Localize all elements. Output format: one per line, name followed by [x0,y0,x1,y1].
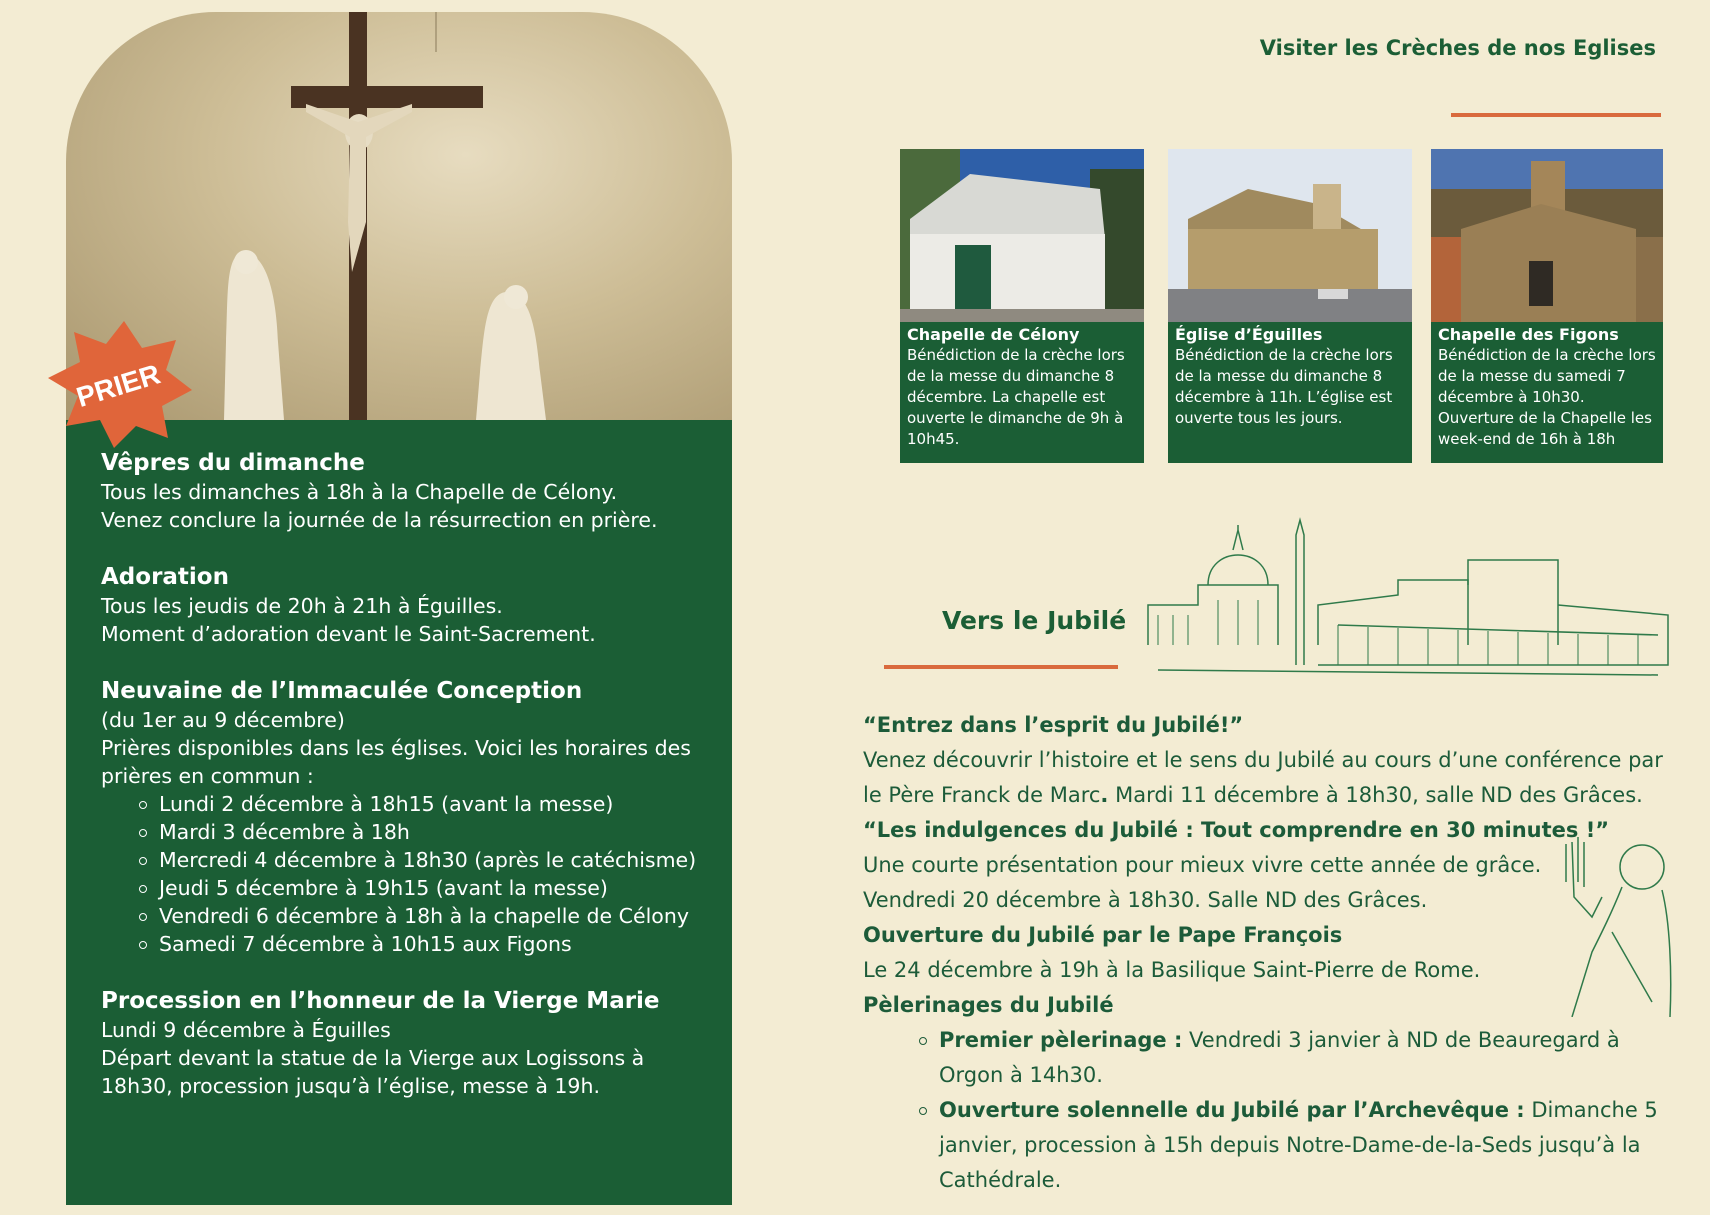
jubile-paragraph: Le 24 décembre à 19h à la Basilique Saint-Pierre de Rome. [863,958,1481,982]
card-title: Chapelle de Célony [907,325,1080,344]
neuvaine-intro: Prières disponibles dans les églises. Voici les horaires des prières en commun : [101,736,691,788]
chapel-photo [900,149,1144,322]
adoration-section [101,562,711,648]
card-title: Église d’Éguilles [1175,325,1323,344]
divider [1451,113,1661,117]
jubile-heading: Pèlerinages du Jubilé [863,993,1114,1017]
vepres-title: Vêpres du dimanche [101,450,365,476]
item-text: Vendredi 3 janvier à ND de Beauregard à Orgon à 14h30. [939,1028,1620,1087]
chapel-photo [1431,149,1663,322]
jubile-quote: “Les indulgences du Jubilé : Tout comprendre en 30 minutes !” [863,818,1610,842]
list-item: Lundi 2 décembre à 18h15 (avant la messe) [159,790,711,818]
prier-badge [44,318,194,448]
church-photo [1168,149,1412,322]
list-item: Mercredi 4 décembre à 18h30 (après le catéchisme) [159,846,711,874]
card-text: Bénédiction de la crèche lors de la messe du dimanche 8 décembre. La chapelle est ouverte le dimanche de 9h à 10h45. [907,346,1125,448]
list-item [939,1093,1683,1198]
jubile-paragraph [863,743,1683,813]
list-item: Vendredi 6 décembre à 18h à la chapelle de Célony [159,902,711,930]
adoration-line: Moment d’adoration devant le Saint-Sacrement. [101,622,596,646]
jubile-title: Vers le Jubilé [942,606,1127,635]
card-title: Chapelle des Figons [1438,325,1619,344]
procession-title: Procession en l’honneur de la Vierge Marie [101,988,660,1014]
jubile-quote: “Entrez dans l’esprit du Jubilé!” [863,713,1244,737]
neuvaine-section [101,676,711,958]
jubile-paragraph: Une courte présentation pour mieux vivre cette année de grâce. [863,853,1542,877]
list-item: Samedi 7 décembre à 10h15 aux Figons [159,930,711,958]
pelerinages-list [863,1023,1683,1198]
procession-line: Lundi 9 décembre à Éguilles [101,1018,391,1042]
vepres-section [101,448,711,534]
jubile-content [863,708,1683,1198]
card-text: Bénédiction de la crèche lors de la messe du samedi 7 décembre à 10h30. Ouverture de la Chapelle les week-end de 16h à 18h [1438,346,1656,448]
prier-badge-label: PRIER [72,358,164,413]
card-celony [900,149,1144,463]
creches-title: Visiter les Crèches de nos Eglises [1259,36,1656,60]
vepres-line: Venez conclure la journée de la résurrection en prière. [101,508,658,532]
list-item: Mardi 3 décembre à 18h [159,818,711,846]
list-item [939,1023,1683,1093]
jubile-paragraph: Vendredi 20 décembre à 18h30. Salle ND des Grâces. [863,888,1428,912]
adoration-title: Adoration [101,564,229,590]
procession-line: Départ devant la statue de la Vierge aux Logissons à 18h30, procession jusqu’à l’église, messe à 19h. [101,1046,645,1098]
prier-panel [66,420,732,1205]
paragraph-dot: . [1100,783,1109,807]
vepres-line: Tous les dimanches à 18h à la Chapelle de Célony. [101,480,618,504]
neuvaine-title: Neuvaine de l’Immaculée Conception [101,678,583,704]
adoration-line: Tous les jeudis de 20h à 21h à Éguilles. [101,594,503,618]
vatican-sketch [1138,515,1678,685]
card-eguilles [1168,149,1412,463]
list-item: Jeudi 5 décembre à 19h15 (avant la messe) [159,874,711,902]
neuvaine-subtitle: (du 1er au 9 décembre) [101,708,345,732]
procession-section [101,986,711,1100]
paragraph-text: Mardi 11 décembre à 18h30, salle ND des Grâces. [1108,783,1643,807]
item-text: Dimanche 5 janvier, procession à 15h depuis Notre-Dame-de-la-Seds jusqu’à la Cathédrale. [939,1098,1658,1192]
neuvaine-list [101,790,711,958]
paragraph-text: Venez découvrir l’histoire et le sens du Jubilé au cours d’une conférence par le Père Franck de Marc [863,748,1663,807]
divider [884,665,1118,669]
card-text: Bénédiction de la crèche lors de la messe du dimanche 8 décembre à 11h. L’église est ouverte tous les jours. [1175,346,1393,427]
card-figons [1431,149,1663,463]
item-label: Ouverture solennelle du Jubilé par l’Archevêque : [939,1098,1525,1122]
jubile-heading: Ouverture du Jubilé par le Pape François [863,923,1343,947]
item-label: Premier pèlerinage : [939,1028,1183,1052]
